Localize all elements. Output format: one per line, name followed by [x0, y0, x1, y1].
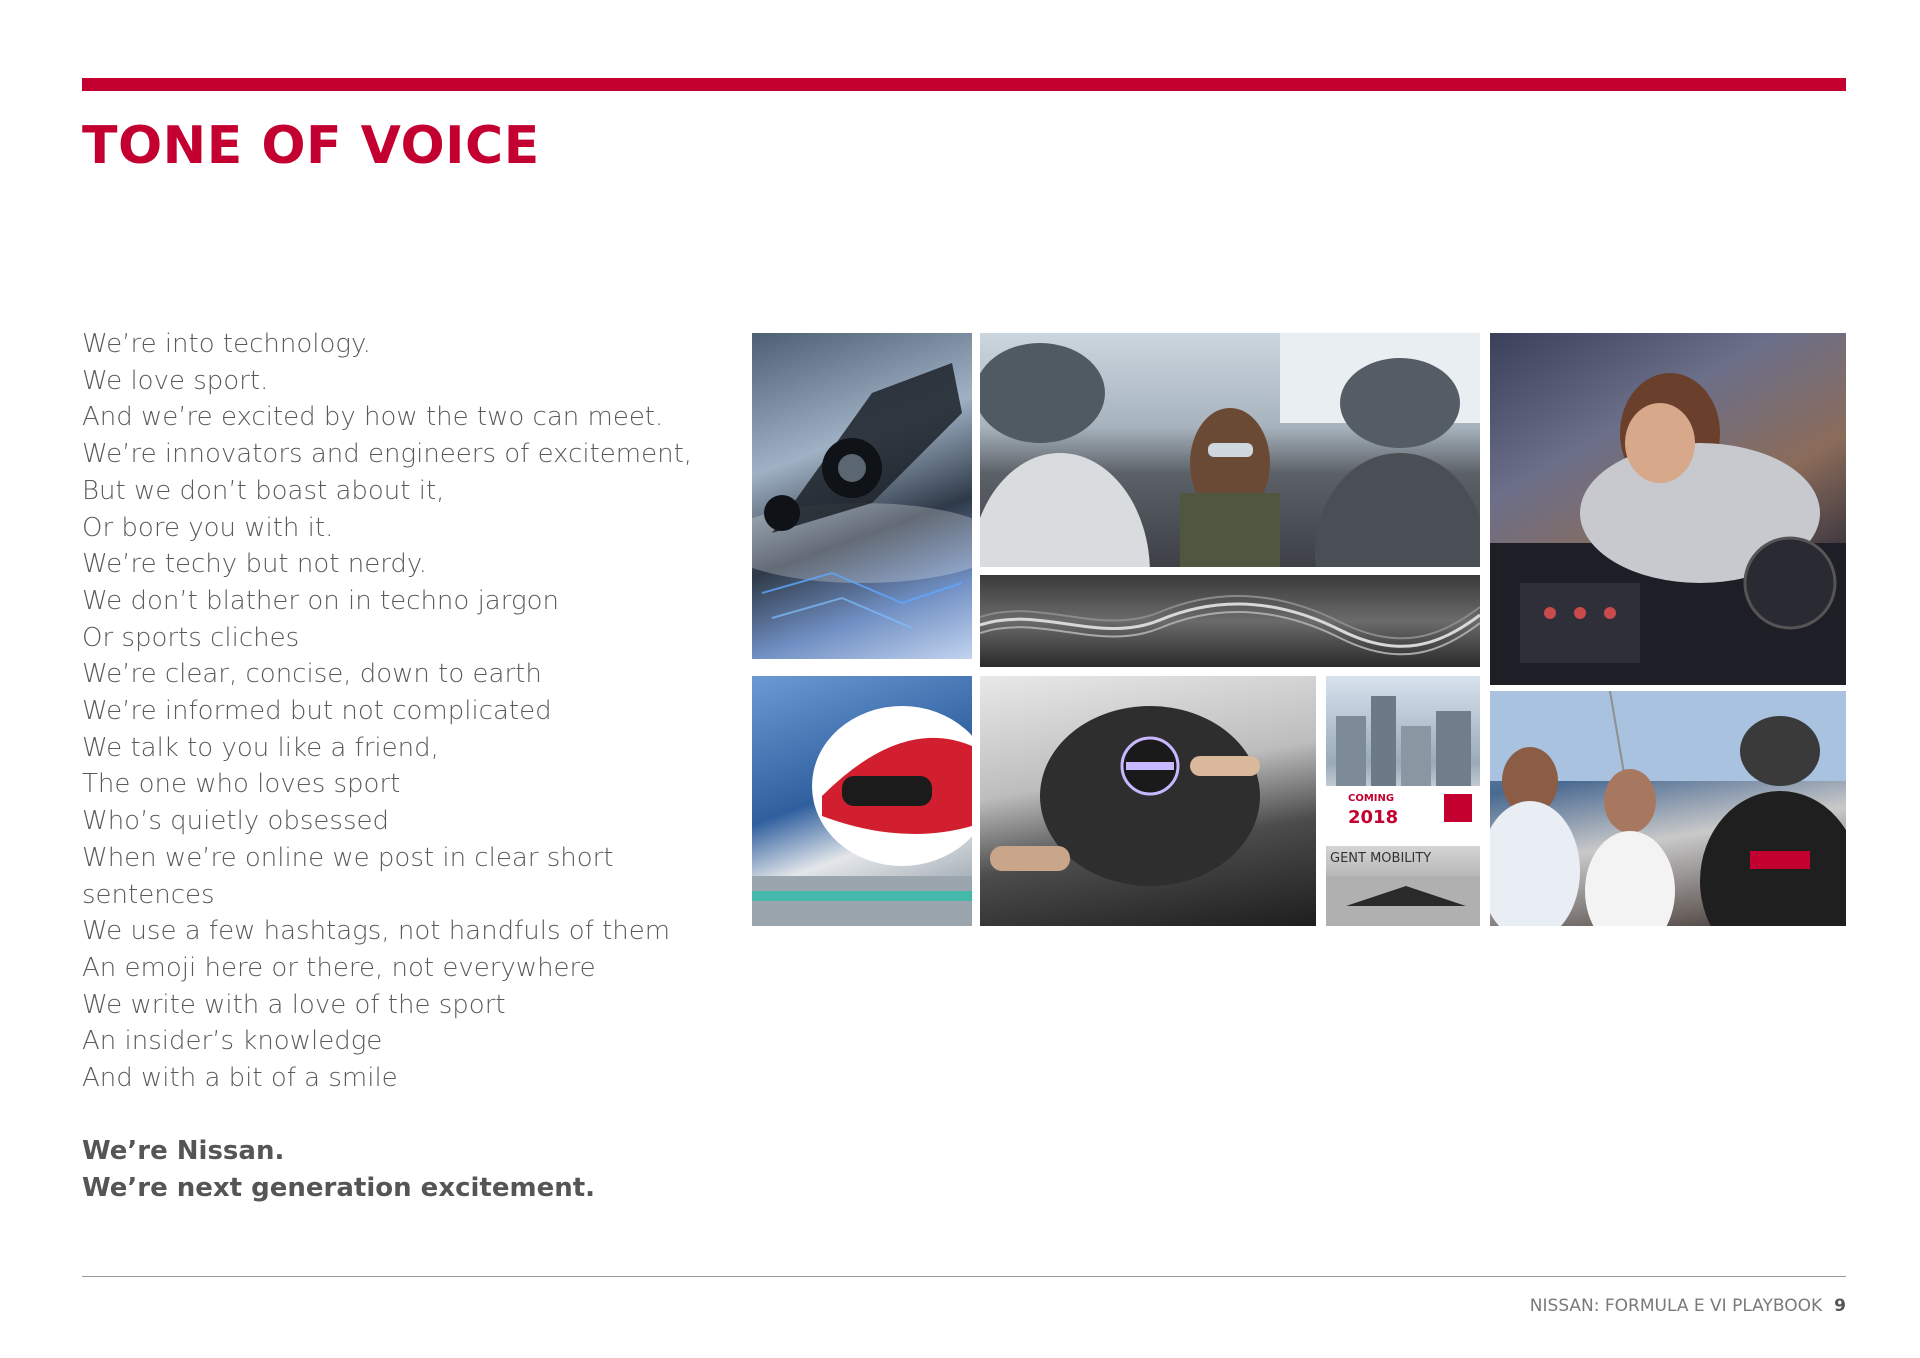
page-number: 9	[1834, 1296, 1846, 1316]
signoff-line: We’re next generation excitement.	[82, 1173, 596, 1204]
driver-interview-photo	[1490, 691, 1846, 926]
copy-line: We talk to you like a friend,	[82, 732, 439, 763]
copy-line: An emoji here or there, not everywhere	[82, 952, 596, 983]
footer	[1530, 1296, 1846, 1316]
sign-year-text: 2018	[1348, 807, 1399, 828]
copy-line: The one who loves sport	[82, 769, 401, 800]
copy-line: When we’re online we post in clear short	[82, 842, 614, 873]
copy-line: Or bore you with it.	[82, 512, 334, 543]
sign-mobility-text: GENT MOBILITY	[1330, 851, 1432, 866]
copy-line: And we’re excited by how the two can meet.	[82, 402, 664, 433]
footer-label: NISSAN: FORMULA E VI PLAYBOOK	[1529, 1296, 1823, 1316]
team-conversation-photo	[980, 333, 1480, 567]
dj-photo	[1490, 333, 1846, 685]
copy-line: We don’t blather on in techno jargon	[82, 585, 559, 616]
copy-line: We write with a love of the sport	[82, 989, 506, 1020]
copy-line: We use a few hashtags, not handfuls of them	[82, 916, 671, 947]
copy-line: We’re clear, concise, down to earth	[82, 659, 542, 690]
photo-collage	[752, 333, 1846, 926]
signoff	[82, 1133, 702, 1206]
copy-line: Or sports cliches	[82, 622, 300, 653]
tone-copy	[82, 326, 702, 1207]
page-title: TONE OF VOICE	[82, 116, 540, 176]
race-car-photo	[752, 333, 972, 659]
sign-coming-text: COMING	[1348, 793, 1395, 804]
event-signage-photo	[1326, 676, 1480, 926]
driver-helmet-photo	[752, 676, 972, 926]
copy-line: And with a bit of a smile	[82, 1063, 398, 1094]
copy-line: We’re informed but not complicated	[82, 696, 552, 727]
copy-line: We’re into technology.	[82, 329, 371, 359]
copy-line: An insider’s knowledge	[82, 1026, 383, 1057]
copy-line: We love sport.	[82, 365, 269, 396]
signoff-line: We’re Nissan.	[82, 1136, 285, 1167]
copy-line: sentences	[82, 879, 215, 910]
copy-line: We’re techy but not nerdy.	[82, 549, 427, 580]
footer-rule	[82, 1276, 1846, 1277]
steering-wheel-photo	[980, 676, 1316, 926]
copy-line: But we don’t boast about it,	[82, 475, 445, 506]
copy-line: Who’s quietly obsessed	[82, 806, 389, 837]
data-wave-graphic	[980, 575, 1480, 667]
header-rule	[82, 78, 1846, 91]
copy-line: We’re innovators and engineers of excitement,	[82, 439, 693, 470]
